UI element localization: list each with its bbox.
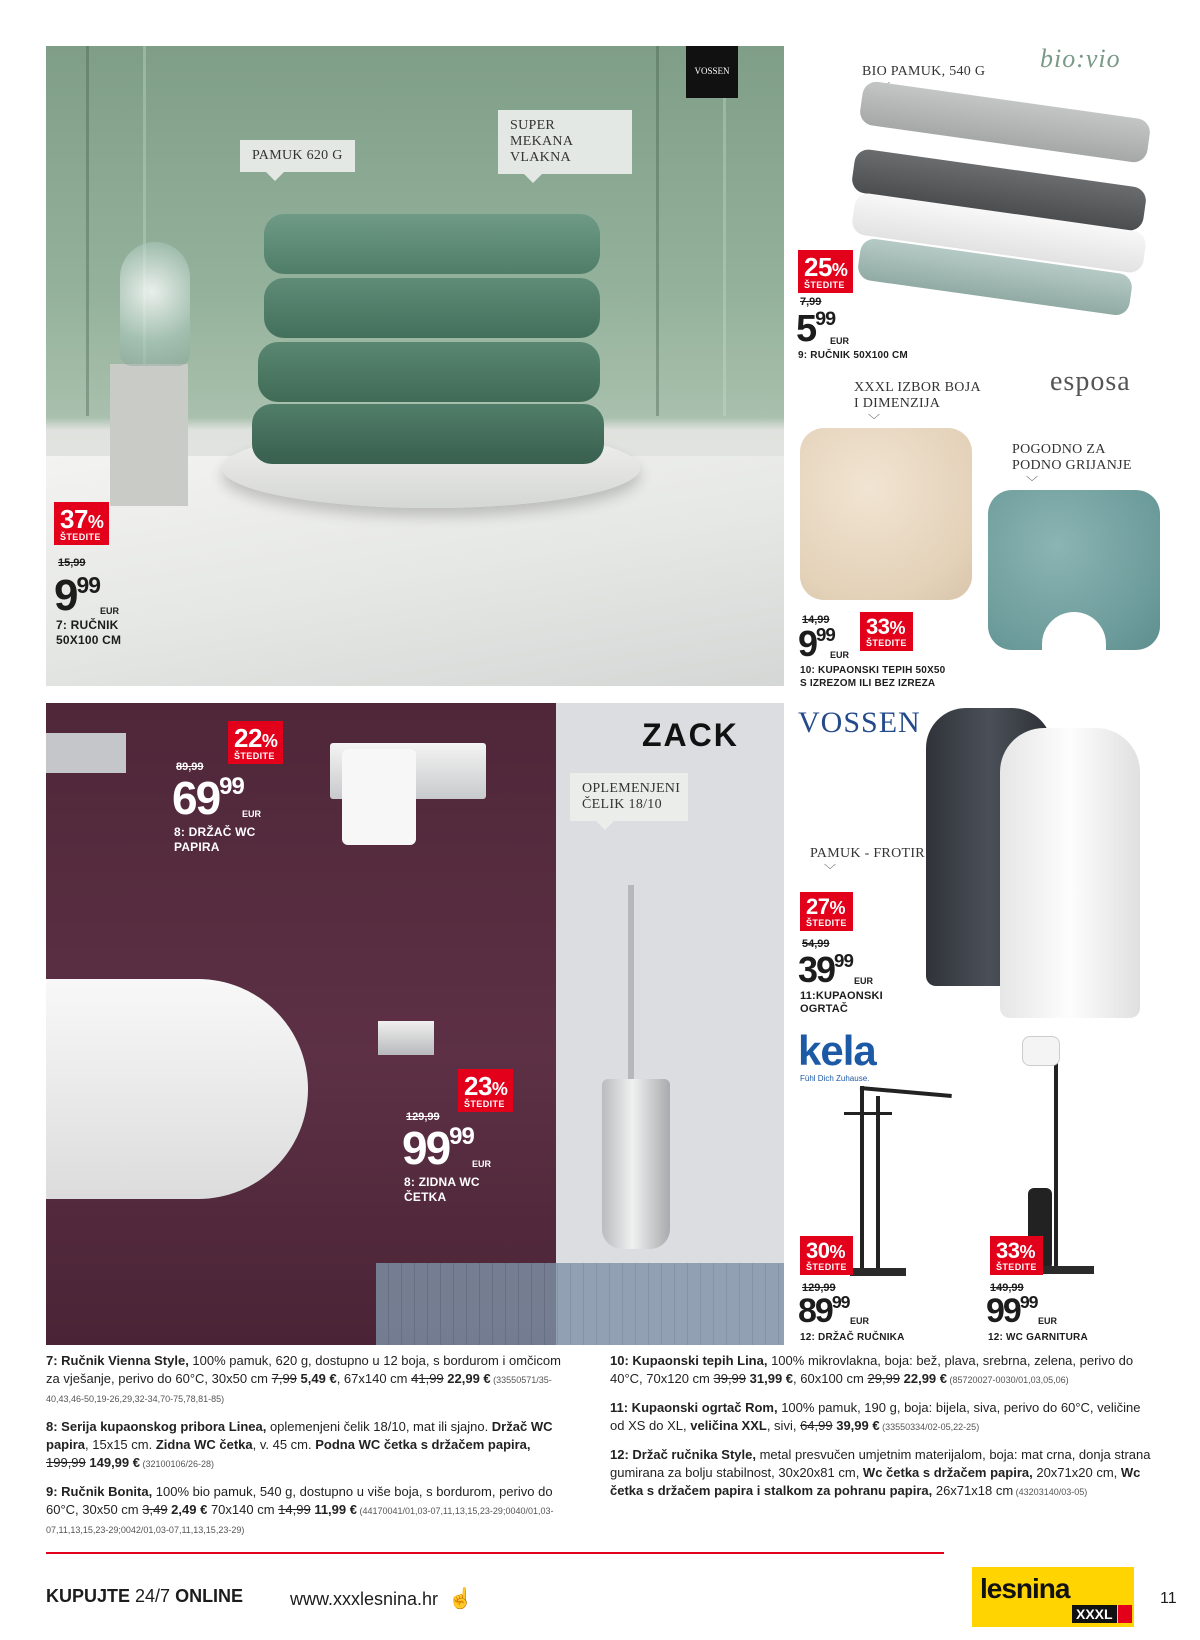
desc-new-price: 2,49 € [167, 1502, 208, 1517]
description-8 [46, 1418, 566, 1473]
desc-text: 100% mikrovlakna, boja: bež, plava, srebrna, zelena, perivo do 40°C, 70x120 cm [610, 1353, 1134, 1386]
chevron-down-icon: ﹀ [868, 413, 881, 427]
desc-new-price: 31,99 € [746, 1371, 794, 1386]
callout-bio-text: BIO PAMUK, 540 G [862, 64, 986, 79]
desc-bold: Držač WC papira [46, 1419, 553, 1452]
discount-value: 22 [234, 723, 262, 753]
old-price-wc-brush: 129,99 [406, 1111, 440, 1123]
price-towel [54, 571, 120, 620]
discount-value: 37 [60, 504, 88, 534]
desc-new-price: 11,99 € [310, 1502, 357, 1517]
callout-sizes-text: XXXL IZBOR BOJA I DIMENZIJA [854, 380, 981, 411]
tag-stainless-steel [570, 773, 688, 821]
discount-badge-paper-holder: 22% ŠTEDITE [228, 721, 283, 764]
discount-label: ŠTEDITE [866, 638, 907, 648]
callout-heat-text: POGODNO ZA PODNO GRIJANJE [1012, 442, 1132, 473]
desc-text: , sivi, [766, 1418, 801, 1433]
desc-old-price: 7,99 [271, 1371, 297, 1386]
towel-stack-2 [264, 278, 600, 338]
price-cents: 99 [1019, 1292, 1038, 1312]
desc-code: (43203140/03-05) [1013, 1487, 1088, 1497]
caption-robe: 11:KUPAONSKI OGRTAČ [800, 990, 883, 1015]
desc-title: 12: Držač ručnika Style, [610, 1447, 756, 1462]
old-price-bio: 7,99 [800, 296, 822, 308]
price-integer: 9 [798, 623, 817, 664]
desc-text: 26x71x18 cm [932, 1483, 1014, 1498]
old-price-robe: 54,99 [802, 938, 830, 950]
caption-towel: 7: RUČNIK 50X100 CM [56, 618, 122, 647]
discount-value: 25 [804, 252, 832, 282]
caption-wc-set: 12: WC GARNITURA [988, 1332, 1088, 1343]
price-integer: 99 [402, 1122, 450, 1174]
vossen-logo [686, 46, 738, 98]
chevron-down-icon: ﹀ [824, 863, 837, 877]
brush-handle [628, 885, 634, 1085]
discount-badge-towel: 37% ŠTEDITE [54, 502, 109, 545]
callout-floor-heating [1012, 442, 1132, 488]
description-12 [610, 1446, 1158, 1501]
desc-bold: Zidna WC četka [155, 1437, 253, 1452]
towel-stack-1 [264, 214, 600, 274]
discount-label: ŠTEDITE [804, 280, 845, 290]
discount-value: 27 [806, 894, 830, 919]
callout-cotton-terry [810, 846, 925, 876]
toilet-paper-roll [342, 749, 416, 845]
discount-badge-wc-brush: 23% ŠTEDITE [458, 1069, 513, 1112]
desc-text: oplemenjeni čelik 18/10, mat ili sjajno. [266, 1419, 492, 1434]
desc-text: , 67x140 cm [336, 1371, 412, 1386]
wc-set-paper-roll [1022, 1036, 1060, 1066]
desc-bold: Wc četka s držačem papira, [862, 1465, 1033, 1480]
price-cents: 99 [816, 624, 835, 645]
price-integer: 9 [54, 571, 77, 620]
rack-pole-2 [876, 1096, 880, 1272]
kela-slogan: Fühl Dich Zuhause. [800, 1074, 870, 1083]
desc-text: , v. 45 cm. [252, 1437, 316, 1452]
old-price-wc-set: 149,99 [990, 1282, 1024, 1294]
chevron-down-icon: ﹀ [1026, 475, 1039, 489]
desc-text: 100% pamuk, 620 g, dostupno u 12 boja, s bordurom i omčicom za vješanje, perivo do 60°C, 30x50 cm [46, 1353, 561, 1386]
price-cents: 99 [831, 1292, 850, 1312]
toilet-bowl [46, 979, 308, 1199]
slogan-part: KUPUJTE [46, 1586, 136, 1606]
slogan-part: 24/7 [135, 1586, 176, 1606]
kela-logo: kela [798, 1027, 876, 1074]
bathrobe-white [1000, 728, 1140, 1018]
rack-arm-1 [860, 1086, 952, 1098]
desc-text: 100% pamuk, 190 g, boja: bijela, siva, perivo do 60°C, veličine od XS do XL, [610, 1400, 1141, 1433]
description-11 [610, 1399, 1158, 1436]
desc-text: 20x71x20 cm, [1032, 1465, 1121, 1480]
desc-old-price: 64,99 [800, 1418, 833, 1433]
discount-label: ŠTEDITE [464, 1099, 505, 1109]
vossen-logo-robe: VOSSEN [798, 706, 921, 739]
desc-text: 70x140 cm [207, 1502, 279, 1517]
caption-bio: 9: RUČNIK 50X100 CM [798, 350, 908, 361]
old-price-paper-holder: 89,99 [176, 761, 204, 773]
price-currency: EUR [242, 809, 262, 819]
tag-super-soft [498, 110, 632, 174]
website-url[interactable]: www.xxxlesnina.hr [290, 1589, 439, 1609]
price-wc-set [986, 1292, 1058, 1330]
esposa-logo: esposa [1050, 366, 1131, 397]
lesnina-logo[interactable] [972, 1567, 1134, 1627]
desc-text: metal presvučen umjetnim materijalom, boja: mat crna, donja strana gumirana za bolju stabilnost, 30x20x81 cm, [610, 1447, 1151, 1480]
discount-badge-mat: 33% ŠTEDITE [860, 612, 913, 651]
desc-code: (85720027-0030/01,03,05,06) [947, 1375, 1069, 1385]
desc-text: , 60x100 cm [793, 1371, 868, 1386]
logo-red-block [1118, 1605, 1132, 1623]
price-currency: EUR [850, 1316, 870, 1326]
caption-towel-rack: 12: DRŽAČ RUČNIKA [800, 1332, 905, 1343]
caption-wc-brush: 8: ZIDNA WC ČETKA [404, 1175, 480, 1204]
tag-cotton-620 [240, 140, 355, 172]
desc-bold: Podna WC četka s držačem papira, [315, 1437, 531, 1452]
discount-label: ŠTEDITE [806, 918, 847, 928]
price-cents: 99 [219, 773, 244, 800]
rack-base [850, 1268, 906, 1276]
wall-panel-right [656, 46, 726, 416]
desc-text: , 15x15 cm. [85, 1437, 156, 1452]
discount-label: ŠTEDITE [996, 1262, 1037, 1272]
discount-value: 30 [806, 1238, 830, 1263]
desc-old-price: 199,99 [46, 1455, 86, 1470]
callout-robe-text: PAMUK - FROTIR [810, 846, 925, 861]
price-mat [798, 623, 850, 664]
price-cents: 99 [449, 1123, 474, 1150]
price-currency: EUR [472, 1159, 492, 1169]
slogan-part: ONLINE [175, 1586, 244, 1606]
price-towel-rack [798, 1292, 870, 1330]
brush-holder [602, 1079, 670, 1249]
xxxl-logo-text: XXXL [1072, 1605, 1117, 1623]
stone-pedestal [110, 364, 188, 506]
towel-product-photo [46, 46, 784, 686]
tag-cotton-text: PAMUK 620 G [252, 148, 343, 163]
desc-title: 9: Ručnik Bonita, [46, 1484, 153, 1499]
towel-stack-3 [258, 342, 600, 402]
price-currency: EUR [830, 650, 850, 660]
price-cents: 99 [834, 950, 853, 971]
pointer-hand-icon: ☝ [448, 1588, 473, 1610]
caption-mat: 10: KUPAONSKI TEPIH 50X50 S IZREZOM ILI BEZ IZREZA [800, 665, 946, 689]
discount-badge-robe: 27% ŠTEDITE [800, 892, 853, 931]
discount-value: 23 [464, 1071, 492, 1101]
price-integer: 39 [798, 949, 835, 990]
desc-text: 100% bio pamuk, 540 g, dostupno u više boja, s bordurom, perivo do 60°C, 30x50 cm [46, 1484, 553, 1517]
desc-new-price: 149,99 € [85, 1455, 140, 1470]
desc-old-price: 39,99 [713, 1371, 747, 1386]
price-currency: EUR [830, 336, 850, 346]
price-currency: EUR [854, 976, 874, 986]
tag-soft-text: SUPER MEKANA VLAKNA [510, 118, 573, 165]
price-paper-holder [172, 772, 262, 824]
desc-old-price: 14,99 [278, 1502, 311, 1517]
biovio-logo: bio:vio [1040, 44, 1121, 73]
price-integer: 89 [798, 1292, 832, 1330]
desc-title: 10: Kupaonski tepih Lina, [610, 1353, 768, 1368]
price-robe [798, 949, 874, 990]
price-integer: 99 [986, 1292, 1020, 1330]
old-price-towel: 15,99 [58, 557, 86, 569]
discount-badge-bio: 25% ŠTEDITE [798, 250, 853, 293]
desc-new-price: 22,99 € [443, 1371, 491, 1386]
callout-sizes [854, 380, 981, 426]
description-7 [46, 1352, 566, 1408]
descriptions-left [46, 1352, 566, 1549]
caption-paper-holder: 8: DRŽAČ WC PAPIRA [174, 825, 256, 854]
shop-online-slogan [46, 1586, 243, 1607]
price-currency: EUR [1038, 1316, 1058, 1326]
rack-arm-2 [844, 1112, 892, 1115]
wall-hook [46, 733, 126, 773]
price-bio [796, 308, 850, 350]
desc-code: (33550571/35-40,43,46-50,19-26,29,32-34,70-75,78,81-85) [46, 1375, 552, 1404]
discount-label: ŠTEDITE [234, 751, 275, 761]
desc-old-price: 41,99 [411, 1371, 444, 1386]
desc-old-price: 29,99 [867, 1371, 901, 1386]
desc-code: (44170041/01,03-07,11,13,15,23-29;0040/01,03-07,11,13,15,23-29;0042/01,03-07,11,13,15,23-29) [46, 1506, 554, 1535]
descriptions-right [610, 1352, 1158, 1511]
price-integer: 69 [172, 772, 220, 824]
wc-accessories-photo [46, 703, 784, 1345]
desc-title: 11: Kupaonski ogrtač Rom, [610, 1400, 778, 1415]
price-integer: 5 [796, 308, 816, 350]
towel-stack-4 [252, 404, 604, 464]
price-currency: EUR [100, 606, 120, 616]
discount-value: 33 [866, 614, 890, 639]
glass-ornament [120, 242, 190, 366]
desc-title: 8: Serija kupaonskog pribora Linea, [46, 1419, 267, 1434]
desc-old-price: 3,49 [142, 1502, 168, 1517]
desc-new-price: 5,49 € [296, 1371, 337, 1386]
desc-title: 7: Ručnik Vienna Style, [46, 1353, 189, 1368]
floor-tiles [376, 1263, 784, 1345]
lesnina-logo-text: lesnina [980, 1573, 1070, 1604]
zack-logo: ZACK [642, 717, 739, 753]
desc-code: (33550334/02-05,22-25) [879, 1422, 980, 1432]
price-cents: 99 [815, 308, 836, 330]
discount-value: 33 [996, 1238, 1020, 1263]
desc-new-price: 39,99 € [832, 1418, 880, 1433]
desc-code: (32100106/26-28) [139, 1459, 215, 1469]
towel-hook [378, 1021, 434, 1055]
discount-label: ŠTEDITE [60, 532, 101, 542]
price-wc-brush [402, 1122, 492, 1174]
footer-divider [46, 1552, 944, 1554]
old-price-mat: 14,99 [802, 614, 830, 626]
page-number: 11 [1160, 1590, 1177, 1607]
discount-badge-wc-set: 33% ŠTEDITE [990, 1236, 1043, 1275]
vossen-logo-text: VOSSEN [694, 66, 730, 76]
discount-label: ŠTEDITE [806, 1262, 847, 1272]
bath-mat-beige [800, 428, 972, 600]
wc-set-pole [1054, 1042, 1058, 1270]
desc-new-price: 22,99 € [900, 1371, 948, 1386]
towel-grey-light [858, 80, 1151, 164]
description-9 [46, 1483, 566, 1539]
description-10 [610, 1352, 1158, 1389]
price-cents: 99 [76, 572, 100, 598]
tag-steel-text: OPLEMENJENI ČELIK 18/10 [582, 781, 681, 812]
desc-bold: Wc četka s držačem papira i stalkom za pohranu papira, [610, 1465, 1141, 1498]
discount-badge-towel-rack: 30% ŠTEDITE [800, 1236, 853, 1275]
desc-bold: veličina XXL [690, 1418, 767, 1433]
old-price-towel-rack: 129,99 [802, 1282, 836, 1294]
website-link[interactable] [290, 1586, 473, 1611]
